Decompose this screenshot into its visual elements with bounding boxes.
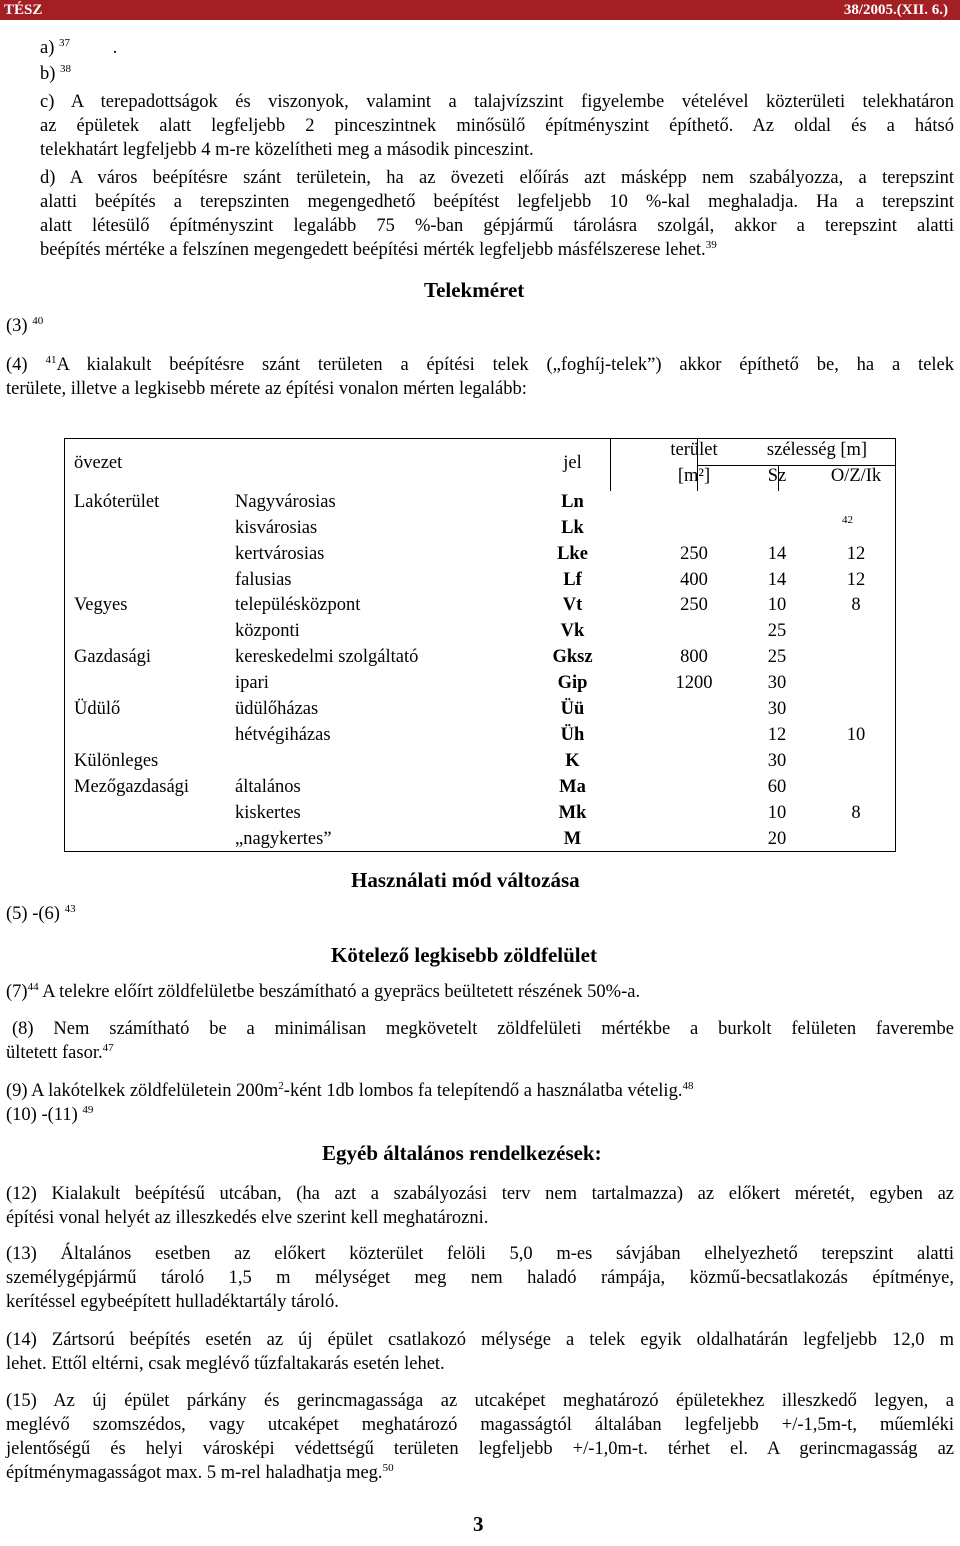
cell-ozik <box>816 775 896 801</box>
cell-area: 800 <box>680 647 708 668</box>
cell-area <box>650 749 738 775</box>
paragraph-15-line: jelentőségű és helyi városképi védettségű területen legfeljebb +/-1,0m-t. térhet el. A gerincmagasság az <box>6 1439 954 1459</box>
footnote-ref-49: 49 <box>82 1104 94 1116</box>
cell-ozik <box>816 490 896 516</box>
cell-code: Ln <box>561 491 584 512</box>
cell-ozik: 12 <box>846 569 866 590</box>
paragraph-d-line-text: beépítés mértéke a felszínen megengedett beépítési mérték legfeljebb másfélszerese lehet. <box>40 240 706 260</box>
cell-sz: 30 <box>767 750 787 771</box>
cell-type: kisvárosias <box>235 517 318 538</box>
item-5-6-label: (5) -(6) <box>6 904 60 924</box>
paragraph-15-line <box>6 1461 954 1485</box>
paragraph-d-line: alatti beépítés a terepszinten megengedhető beépítést legfeljebb 10 %-kal meghaladja. Ha a terepszint <box>40 192 954 212</box>
footnote-ref-48: 48 <box>682 1080 694 1092</box>
cell-zone: Mezőgazdasági <box>74 776 190 797</box>
cell-zone <box>64 542 225 568</box>
cell-code: Lf <box>563 569 582 590</box>
paragraph-15 <box>6 1389 954 1485</box>
cell-area <box>650 619 738 645</box>
cell-sz <box>738 516 816 542</box>
cell-sz: 10 <box>767 595 787 616</box>
header-area: terület <box>670 440 718 460</box>
cell-ozik <box>816 645 896 671</box>
cell-area <box>650 723 738 749</box>
paragraph-d-line: d) A város beépítésre szánt területein, ha az övezeti előírás azt másképp nem szabályozza, a terepszint <box>40 168 954 188</box>
paragraph-8-line <box>6 1041 954 1065</box>
cell-zone <box>64 516 225 542</box>
cell-zone: Vegyes <box>74 595 128 616</box>
table-row <box>64 671 896 697</box>
header-title: TÉSZ <box>4 2 43 18</box>
cell-type: településközpont <box>235 595 361 616</box>
cell-sz: 14 <box>767 543 787 564</box>
header-area-unit: [m²] <box>677 465 711 486</box>
item-b <box>40 64 71 85</box>
cell-type: hétvégiházas <box>235 724 331 745</box>
header-ozik: O/Z/Ik <box>830 465 882 486</box>
paragraph-13-line: kerítéssel egybeépített hulladéktartály tároló. <box>6 1292 339 1312</box>
cell-type: kertvárosias <box>235 543 325 564</box>
cell-code: Vt <box>562 595 583 616</box>
table-rule <box>610 438 611 491</box>
cell-ozik: 8 <box>851 595 861 616</box>
cell-area: 400 <box>680 569 708 590</box>
table-rule <box>697 465 896 466</box>
cell-code: Üh <box>560 724 585 745</box>
paragraph-4 <box>6 353 954 401</box>
cell-zone <box>64 568 225 594</box>
cell-sz: 60 <box>767 776 787 797</box>
paragraph-7-text: A telekre előírt zöldfelületbe beszámítható a gyepräcs beültetett részének 50%-a. <box>42 982 641 1002</box>
item-10-11-label: (10) -(11) <box>6 1105 78 1125</box>
paragraph-4-line: területe, illetve a legkisebb mérete az építési vonalon mérten legalább: <box>6 379 527 399</box>
cell-ozik: 12 <box>846 543 866 564</box>
table-row <box>64 645 896 671</box>
paragraph-8-line: (8) Nem számítható be a minimálisan megkövetelt zöldfelületi mértékbe a burkolt felületen faverembe <box>12 1019 954 1039</box>
cell-type: általános <box>235 776 301 797</box>
footnote-ref-47: 47 <box>102 1042 114 1054</box>
cell-zone <box>64 671 225 697</box>
paragraph-12-line: építési vonal helyét az illeszkedés elve szerint kell meghatározni. <box>6 1208 489 1228</box>
paragraph-13-line: (13) Általános esetben az előkert közterület felöli 5,0 m-es sávjában elhelyezhető terepszint alatti <box>6 1244 954 1264</box>
cell-ozik <box>816 697 896 723</box>
cell-area: 250 <box>680 543 708 564</box>
cell-zone: Különleges <box>74 750 159 771</box>
table-row <box>64 749 896 775</box>
cell-sz: 20 <box>767 828 787 849</box>
table-rule <box>778 465 779 491</box>
paragraph-13 <box>6 1242 954 1314</box>
paragraph-d-line <box>40 238 954 262</box>
cell-area: 1200 <box>675 673 713 694</box>
cell-type: ipari <box>235 673 269 694</box>
paragraph-14-line: lehet. Ettől eltérni, csak meglévő tűzfaltakarás esetén lehet. <box>6 1354 445 1374</box>
table-header-row <box>64 438 896 464</box>
paragraph-14-line: (14) Zártsorú beépítés esetén az új épület csatlakozó mélysége a telek egyik oldalhatárán legfeljebb 12,0 m <box>6 1330 954 1350</box>
item-5-6 <box>6 904 76 925</box>
cell-sz <box>738 490 816 516</box>
table-row <box>64 568 896 594</box>
heading-egyeb-rendelkezesek: Egyéb általános rendelkezések: <box>322 1141 602 1165</box>
paragraph-9-text-1: (9) A lakótelkek zöldfelületein 200m <box>6 1081 279 1101</box>
paragraph-12 <box>6 1182 954 1230</box>
header-width: szélesség [m] <box>766 440 868 460</box>
cell-zone <box>64 801 225 827</box>
cell-code: Üü <box>560 699 585 720</box>
footnote-ref-42: 42 <box>842 514 853 526</box>
cell-code: K <box>565 750 580 771</box>
cell-area: 250 <box>680 595 708 616</box>
item-10-11 <box>6 1105 93 1126</box>
cell-zone <box>64 619 225 645</box>
cell-type: üdülőházas <box>235 699 319 720</box>
heading-hasznalati-mod: Használati mód változása <box>351 868 580 892</box>
cell-ozik <box>816 827 896 853</box>
item-3-label: (3) <box>6 316 28 336</box>
heading-zoldfelulet: Kötelező legkisebb zöldfelület <box>331 943 597 967</box>
item-a-dot: . <box>112 38 118 58</box>
cell-ozik: 8 <box>851 802 861 823</box>
paragraph-14 <box>6 1328 954 1376</box>
cell-ozik <box>816 749 896 775</box>
cell-area <box>650 801 738 827</box>
paragraph-4-prefix: (4) <box>6 355 28 375</box>
table-row <box>64 775 896 801</box>
item-a-label: a) <box>40 38 55 58</box>
footnote-ref-50: 50 <box>382 1462 394 1474</box>
paragraph-9 <box>6 1081 693 1102</box>
cell-zone <box>64 827 225 853</box>
cell-code: Mk <box>558 802 587 823</box>
cell-ozik <box>816 516 896 542</box>
cell-type: Nagyvárosias <box>235 491 336 512</box>
cell-sz: 12 <box>767 724 787 745</box>
table-row <box>64 697 896 723</box>
table-row <box>64 619 896 645</box>
cell-type: kiskertes <box>235 802 301 823</box>
zone-table-body <box>64 490 896 853</box>
superscript-2: 2 <box>278 1080 284 1092</box>
cell-sz: 25 <box>767 621 787 642</box>
footnote-ref-43: 43 <box>64 903 76 915</box>
cell-type <box>225 749 495 775</box>
paragraph-c-line-text: az épületek alatt legfeljebb 2 pinceszintnek minősülő építményszint építhető. Az oldal és a hátsó <box>40 116 954 136</box>
paragraph-15-line: (15) Az új épület párkány és gerincmagassága az utcaképet meghatározó épületekhez illeszkedő legyen, a <box>6 1391 954 1411</box>
paragraph-15-line: meglévő szomszédos, vagy utcaképet meghatározó magasságtól általában legfeljebb +/-1,5m-t, műemléki <box>6 1415 954 1435</box>
footnote-ref-37: 37 <box>59 37 70 49</box>
table-row <box>64 723 896 749</box>
cell-sz: 10 <box>767 802 787 823</box>
paragraph-9-text-2: -ként 1db lombos fa telepítendő a használatba vételig. <box>283 1081 683 1101</box>
heading-telekmeret: Telekméret <box>424 278 525 302</box>
cell-sz: 25 <box>767 647 787 668</box>
paragraph-8-text: ültetett fasor. <box>6 1043 103 1063</box>
cell-sz: 30 <box>767 673 787 694</box>
table-row <box>64 490 896 516</box>
cell-sz: 30 <box>767 699 787 720</box>
cell-code: M <box>563 828 582 849</box>
table-row <box>64 593 896 619</box>
cell-area <box>650 490 738 516</box>
item-3 <box>6 316 43 337</box>
cell-sz: 14 <box>767 569 787 590</box>
cell-zone: Lakóterület <box>74 491 160 512</box>
header-reference: 38/2005.(XII. 6.) <box>843 2 948 18</box>
cell-zone: Gazdasági <box>74 647 152 668</box>
table-row <box>64 827 896 853</box>
cell-area <box>650 827 738 853</box>
paragraph-c-line: telekhatárt legfeljebb 4 m-re közelítheti meg a második pinceszint. <box>40 140 534 160</box>
paragraph-d <box>40 166 954 262</box>
paragraph-c-line: c) A terepadottságok és viszonyok, valamint a talajvízszint figyelembe vételével közterületi telekhatáron <box>40 92 954 112</box>
footnote-ref-40: 40 <box>32 315 44 327</box>
cell-ozik <box>816 619 896 645</box>
paragraph-8 <box>6 1017 954 1065</box>
table-row <box>64 542 896 568</box>
header-type <box>225 438 495 490</box>
table-row <box>64 801 896 827</box>
page-number: 3 <box>473 1512 484 1536</box>
table-row <box>64 516 896 542</box>
page-header <box>0 0 960 20</box>
cell-type: központi <box>235 621 300 642</box>
paragraph-c <box>40 90 954 162</box>
cell-type: falusias <box>235 569 292 590</box>
cell-code: Ma <box>559 776 586 797</box>
cell-code: Lke <box>557 543 588 564</box>
paragraph-12-line: (12) Kialakult beépítésű utcában, (ha azt a szabályozási terv nem tartalmazza) az előkert méretét, egyben az <box>6 1184 954 1204</box>
cell-ozik: 10 <box>846 724 866 745</box>
header-code: jel <box>563 452 582 473</box>
paragraph-13-line: személygépjármű tároló 1,5 m mélységet meg nem haladó rámpája, közmű-becsatlakozás építménye, <box>6 1268 954 1288</box>
footnote-ref-39: 39 <box>705 239 717 251</box>
cell-zone <box>64 723 225 749</box>
header-zone: övezet <box>74 452 123 473</box>
paragraph-c-line <box>40 114 954 138</box>
paragraph-d-line: alatt létesülő építményszint legalább 75 %-ban gépjármű tárolásra szolgál, akkor a terepszint alatti <box>40 216 954 236</box>
cell-area <box>650 775 738 801</box>
header-sz: Sz <box>767 465 787 486</box>
cell-type: kereskedelmi szolgáltató <box>235 647 419 668</box>
item-a <box>40 38 117 59</box>
zone-table <box>64 438 896 853</box>
cell-area <box>650 697 738 723</box>
cell-zone: Üdülő <box>74 699 121 720</box>
cell-code: Vk <box>560 621 585 642</box>
paragraph-7-prefix: (7) <box>6 982 28 1002</box>
paragraph-4-line <box>6 353 954 377</box>
footnote-ref-38: 38 <box>60 63 72 75</box>
cell-ozik <box>816 671 896 697</box>
cell-code: Lk <box>561 517 584 538</box>
cell-code: Gip <box>557 673 588 694</box>
cell-area <box>650 516 738 542</box>
paragraph-15-text: építménymagasságot max. 5 m-rel haladhatja meg. <box>6 1463 383 1483</box>
paragraph-4-text: A kialakult beépítésre szánt területen a építési telek („foghíj-telek”) akkor építhető be, ha a telek <box>56 355 955 375</box>
cell-type: „nagykertes” <box>235 828 332 849</box>
footnote-ref-41: 41 <box>45 354 57 366</box>
footnote-ref-44: 44 <box>27 981 39 993</box>
item-b-label: b) <box>40 64 56 84</box>
paragraph-7 <box>6 982 640 1003</box>
cell-code: Gksz <box>552 647 593 668</box>
